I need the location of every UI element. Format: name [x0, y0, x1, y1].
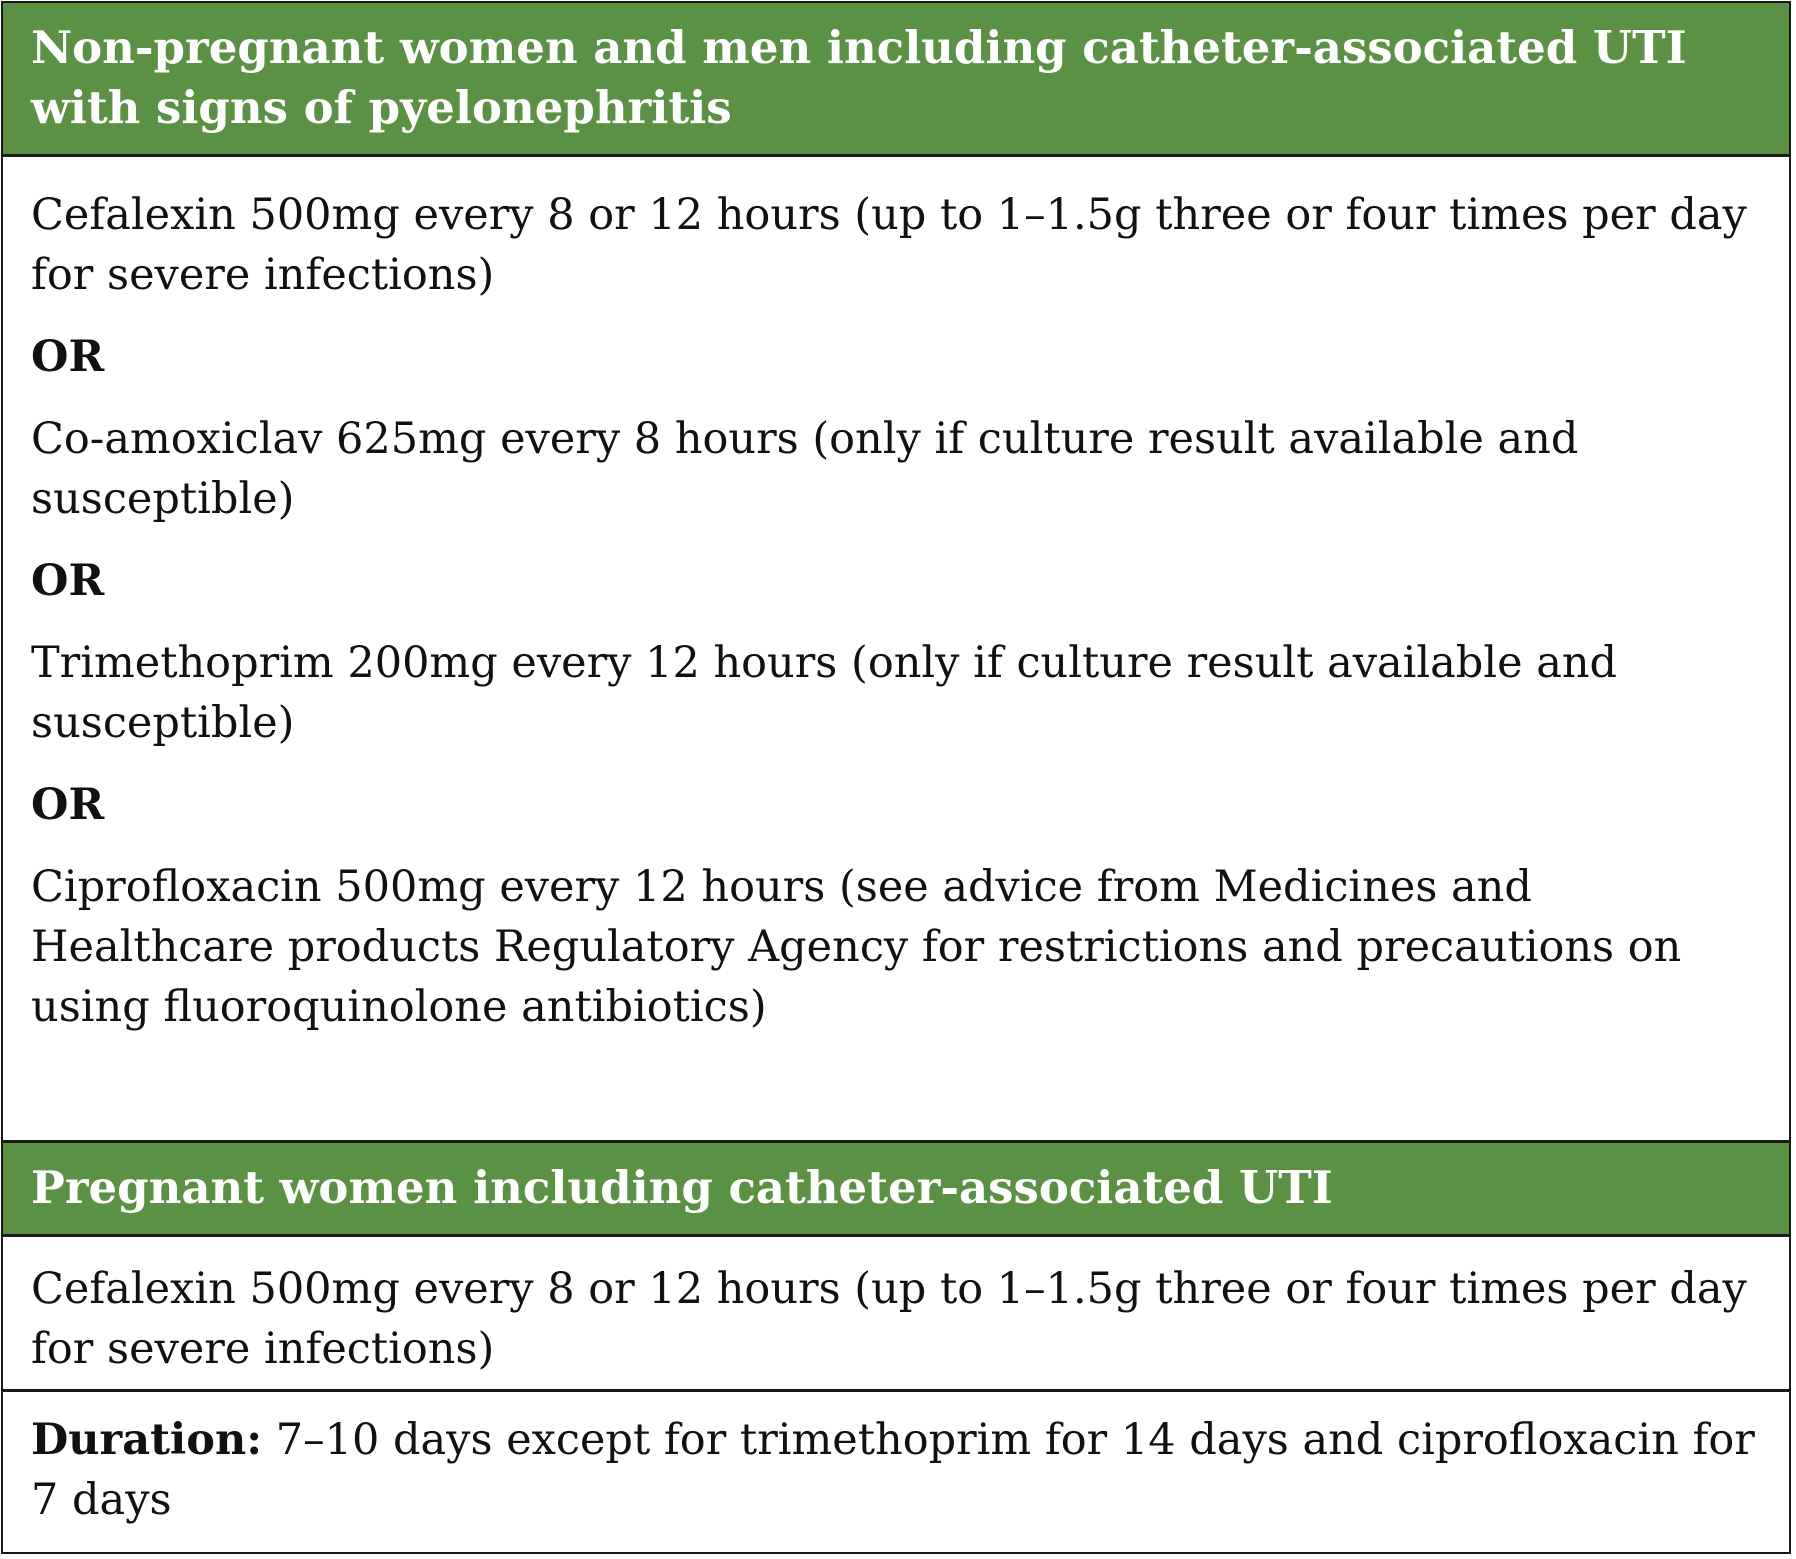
duration-label: Duration: — [31, 1415, 263, 1465]
or-separator: OR — [31, 331, 105, 382]
section-body-non-pregnant — [3, 157, 1789, 1140]
duration-value: 7–10 days except for trimethoprim for 14 days and ciprofloxacin for 7 days — [31, 1415, 1755, 1525]
option-trimethoprim: Trimethoprim 200mg every 12 hours (only if culture result available and susceptible) — [31, 637, 1618, 748]
or-separator: OR — [31, 555, 105, 606]
section-header-pregnant — [3, 1140, 1789, 1237]
option-co-amoxiclav: Co-amoxiclav 625mg every 8 hours (only if culture result available and susceptible) — [31, 413, 1579, 524]
option-cefalexin: Cefalexin 500mg every 8 or 12 hours (up to 1–1.5g three or four times per day for severe infections) — [31, 189, 1747, 300]
section-header-text: Non-pregnant women and men including catheter-associated UTI with signs of pyelonephritis — [31, 21, 1687, 135]
section-body-pregnant — [3, 1237, 1789, 1392]
section-header-non-pregnant — [3, 3, 1789, 157]
or-separator: OR — [31, 779, 105, 830]
section-header-text: Pregnant women including catheter-associated UTI — [31, 1161, 1333, 1215]
duration-row — [3, 1392, 1789, 1552]
treatment-table — [1, 1, 1791, 1554]
duration-text — [31, 1410, 1761, 1530]
option-ciprofloxacin: Ciprofloxacin 500mg every 12 hours (see advice from Medicines and Healthcare products Regulatory Agency for restrictions and precautions on using fluoroquinolone antibiotics) — [31, 861, 1682, 1032]
option-cefalexin-pregnant: Cefalexin 500mg every 8 or 12 hours (up to 1–1.5g three or four times per day for severe infections) — [31, 1264, 1747, 1374]
